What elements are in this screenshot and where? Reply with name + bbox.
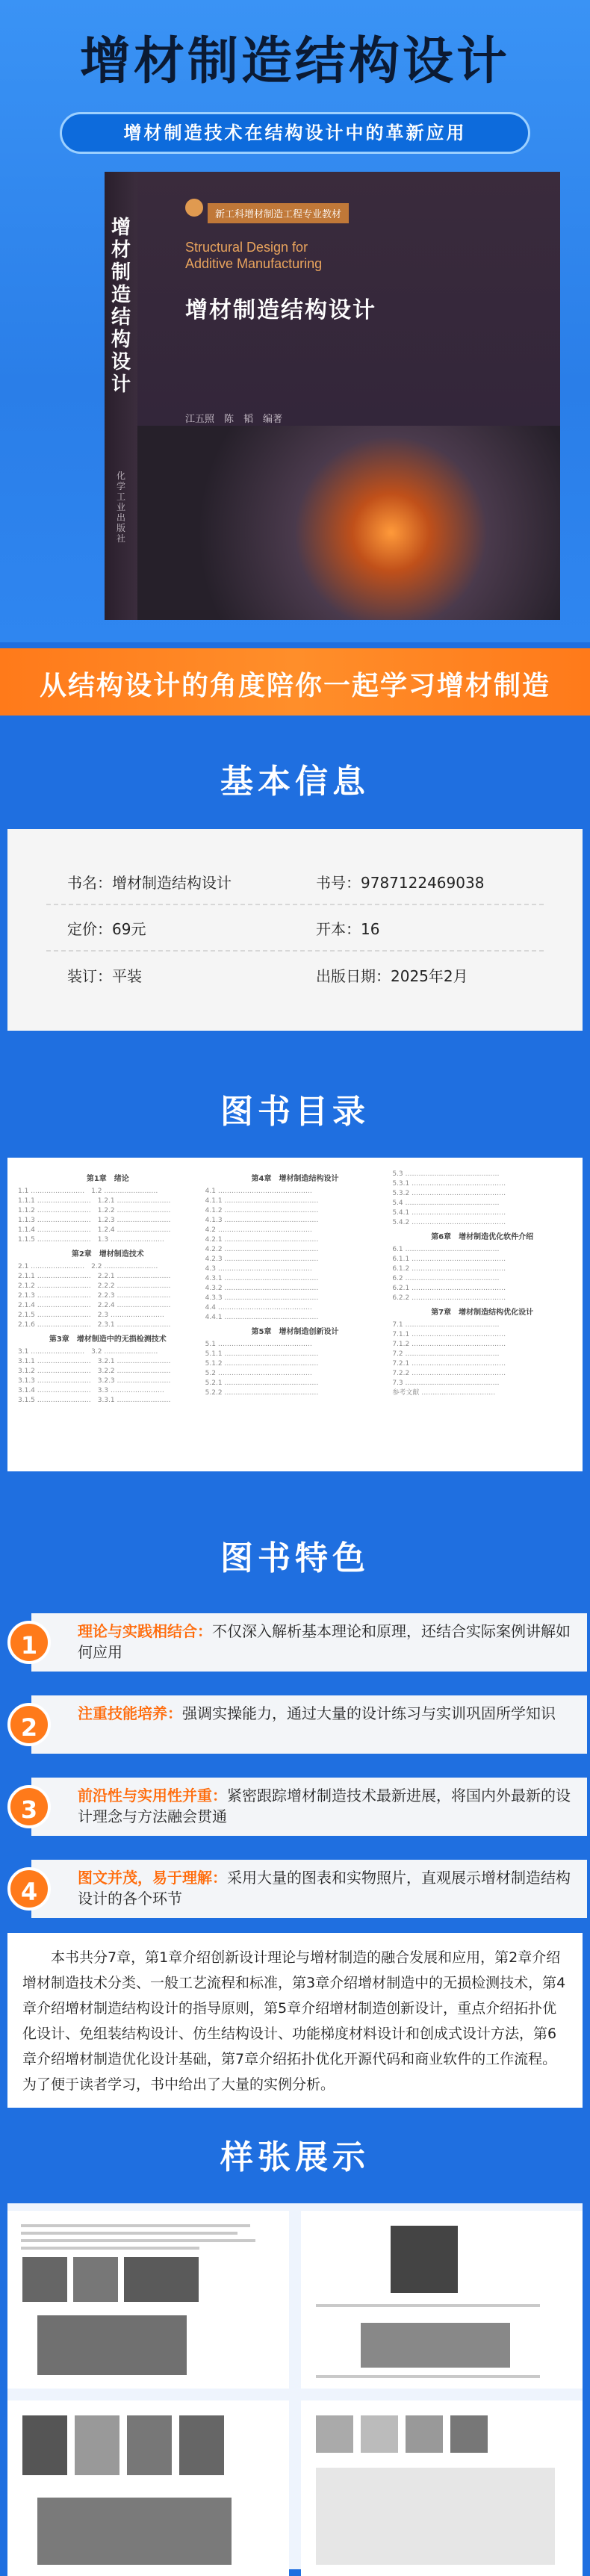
info-row [46, 859, 544, 905]
feature-highlight: 理论与实践相结合： [78, 1622, 212, 1640]
sample-pages [7, 2203, 583, 2569]
book-series: 新工科增材制造工程专业教材 [208, 203, 349, 223]
info-cell: 书号：9787122469038 [316, 873, 485, 892]
book-summary: 本书共分7章，第1章介绍创新设计理论与增材制造的融合发展和应用，第2章介绍增材制造技术分类、一般工艺流程和标准，第3章介绍增材制造中的无损检测技术，第4章介绍增材制造结构设计的指导原则，第5章介绍增材制造创新设计，重点介绍拓扑优化设计、免组装结构设计、仿生结构设计、功能梯度材料设计和创成式设计方法，第6章介绍增材制造优化设计基础，第7章介绍拓扑优化开源代码和商业软件的工作流程。为了便于读者学习，书中给出了大量的实例分析。 [7, 1933, 583, 2108]
sample-page-image [301, 2211, 583, 2389]
feature-highlight: 图文并茂，易于理解： [78, 1869, 227, 1887]
book-spine [105, 172, 137, 620]
section-header-basic-info: 基本信息 [220, 763, 370, 801]
tagline-banner [0, 648, 590, 716]
feature-item [7, 1688, 583, 1761]
info-cell: 装订：平装 [67, 966, 142, 985]
info-row [46, 905, 544, 952]
feature-number-badge: 3 [7, 1785, 51, 1828]
book-cover-image [105, 172, 560, 620]
feature-body: 采用大量的图表和实物照片，直观展示增材制造结构设计的各个环节 [78, 1869, 571, 1908]
feature-text [31, 1613, 587, 1672]
toc-chapter: 第7章 增材制造结构优化设计 [431, 1309, 534, 1317]
info-cell: 定价：69元 [67, 919, 146, 938]
feature-item [7, 1770, 583, 1843]
toc-chapter: 第3章 增材制造中的无损检测技术 [49, 1335, 167, 1344]
sample-page-image [301, 2400, 583, 2576]
toc-column: 5.3 …………………………………… 5.3.1 …………………………………… 5.3.2 …………………………………… 5.4 …………………………………… 5.4.1 …………………………………… 5.4.2 …………………………………… 第6章 增材制造优化软件介绍 6.1 …………………………………… 6.1.1 …………………………………… 6.1.2 …………………………………… 6.2 …………………………………… 6.2.1 …………………………………… 6.2.2 …………………………………… 第7章 增材制造结构优化设计 7.1 …………………………………… 7.1.1 …………………………………… 7.1.2 …………………………………… 7.2 …………………………………… 7.2.1 …………………………………… 7.2.2 …………………………………… 7.3 …………………………………… 参考文献 …………………………… [392, 1170, 572, 1459]
feature-text [31, 1695, 587, 1754]
basic-info-card [7, 829, 583, 1031]
spine-publisher: 化学工业出版社 [116, 471, 125, 544]
toc-image [7, 1158, 583, 1471]
info-cell: 出版日期：2025年2月 [316, 966, 468, 985]
sample-page-image [7, 2211, 289, 2389]
feature-number-badge: 2 [7, 1703, 51, 1746]
page-title: 增材制造结构设计 [79, 32, 510, 91]
section-header-samples: 样张展示 [220, 2138, 370, 2176]
hero-section [0, 0, 590, 642]
book-title-cn: 增材制造结构设计 [185, 297, 376, 323]
feature-body: 强调实操能力，通过大量的设计练习与实训巩固所学知识 [182, 1704, 556, 1722]
toc-chapter: 第6章 增材制造优化软件介绍 [431, 1233, 534, 1241]
publisher-logo-icon [185, 199, 203, 217]
toc-chapter: 第1章 绪论 [86, 1175, 129, 1183]
toc-chapter: 第2章 增材制造技术 [71, 1250, 144, 1258]
toc-chapter: 第4章 增材制造结构设计 [251, 1175, 339, 1183]
sample-page-image [7, 2400, 289, 2576]
feature-text [31, 1778, 587, 1836]
section-header-features: 图书特色 [220, 1539, 370, 1577]
book-authors: 江五照 陈 韬 编著 [185, 414, 283, 425]
feature-text [31, 1860, 587, 1918]
feature-number-badge: 1 [7, 1621, 51, 1664]
feature-highlight: 注重技能培养： [78, 1704, 182, 1722]
book-front [137, 172, 560, 620]
feature-highlight: 前沿性与实用性并重： [78, 1787, 227, 1804]
info-cell: 书名：增材制造结构设计 [67, 873, 232, 892]
cover-photo [137, 426, 560, 620]
subtitle-badge: 增材制造技术在结构设计中的革新应用 [60, 112, 530, 154]
feature-body: 紧密跟踪增材制造技术最新进展，将国内外最新的设计理念与方法融会贯通 [78, 1787, 571, 1825]
spine-title: 增材制造结构设计 [111, 217, 131, 396]
info-row [46, 952, 544, 998]
toc-column: 第4章 增材制造结构设计 4.1 …………………………………… 4.1.1 …………………………………… 4.1.2 …………………………………… 4.1.3 …………………………………… 4.2 …………………………………… 4.2.1 …………………………………… 4.2.2 …………………………………… 4.2.3 …………………………………… 4.3 …………………………………… 4.3.1 …………………………………… 4.3.2 …………………………………… 4.3.3 …………………………………… 4.4 …………………………………… 4.4.1 …………………………………… 第5章 增材制造创新设计 5.1 …………………………………… 5.1.1 …………………………………… 5.1.2 …………………………………… 5.2 …………………………………… 5.2.1 …………………………………… 5.2.2 …………………………………… [205, 1170, 385, 1459]
book-title-en-line1: Structural Design for [185, 240, 308, 255]
feature-item [7, 1852, 583, 1925]
feature-body: 不仅深入解析基本理论和原理，还结合实际案例讲解如何应用 [78, 1622, 571, 1661]
info-cell: 开本：16 [316, 919, 380, 938]
section-header-toc: 图书目录 [220, 1093, 370, 1131]
feature-item [7, 1606, 583, 1679]
book-title-en-line2: Additive Manufacturing [185, 256, 323, 271]
book-title-en [185, 239, 322, 272]
toc-chapter: 第5章 增材制造创新设计 [251, 1328, 339, 1336]
toc-column: 第1章 绪论 1.1 …………………… 1.2 …………………… 1.1.1 …………………… 1.2.1 …………………… 1.1.2 …………………… 1.2.2 …………………… 1.1.3 …………………… 1.2.3 …………………… 1.1.4 …………………… 1.2.4 …………………… 1.1.5 …………………… 1.3 …………………… 第2章 增材制造技术 2.1 …………………… 2.2 …………………… 2.1.1 …………………… 2.2.1 …………………… 2.1.2 …………………… 2.2.2 …………………… 2.1.3 …………………… 2.2.3 …………………… 2.1.4 …………………… 2.2.4 …………………… 2.1.5 …………………… 2.3 …………………… 2.1.6 …………………… 2.3.1 …………………… 第3章 增材制造中的无损检测技术 3.1 …………………… 3.2 …………………… 3.1.1 …………………… 3.2.1 …………………… 3.1.2 …………………… 3.2.2 …………………… 3.1.3 …………………… 3.2.3 …………………… 3.1.4 …………………… 3.3 …………………… 3.1.5 …………………… 3.3.1 …………………… [18, 1170, 198, 1459]
features-list [0, 1606, 590, 1934]
tagline-text: 从结构设计的角度陪你一起学习增材制造 [39, 671, 550, 701]
feature-number-badge: 4 [7, 1867, 51, 1911]
